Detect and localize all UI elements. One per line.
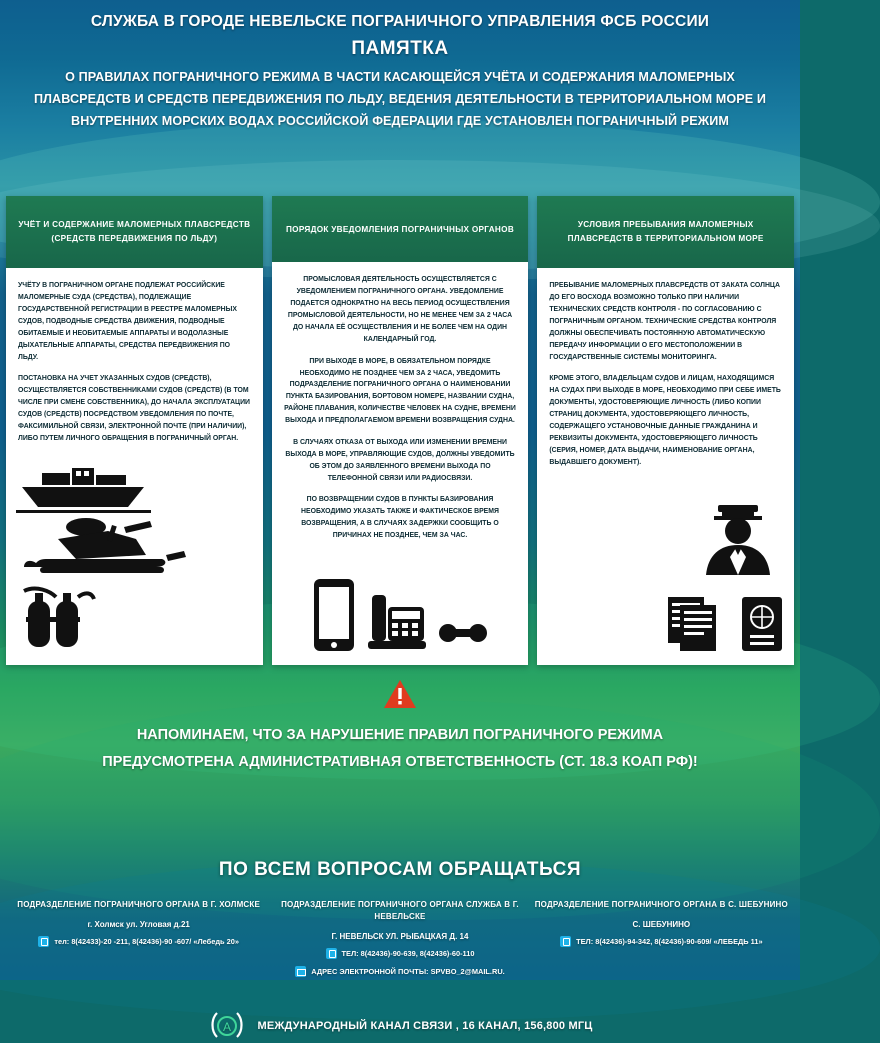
contact-phone: тел: 8(42433)-20 -211, 8(42436)-90 -607/ «Лебедь 20»: [54, 936, 239, 946]
card-paragraph: ПО ВОЗВРАЩЕНИИ СУДОВ В ПУНКТЫ БАЗИРОВАНИЯ НЕОБХОДИМО УКАЗАТЬ ТАКЖЕ И ФАКТИЧЕСКОЕ ВРЕМЯ ВОЗВРАЩЕНИЯ, А В СЛУЧАЯХ ЗАДЕРЖКИ СООБЩИТЬ О ПРИЧИНАХ НЕ ПОЗДНЕЕ, ЧЕМ ЗА ЧАС.: [301, 496, 499, 540]
contacts-title: ПО ВСЕМ ВОПРОСАМ ОБРАЩАТЬСЯ: [218, 858, 582, 880]
warning-line-2: ПРЕДУСМОТРЕНА АДМИНИСТРАТИВНАЯ ОТВЕТСТВЕННОСТЬ (СТ. 18.3 КОАП РФ)!: [102, 754, 698, 771]
card-body: [537, 268, 794, 494]
contact-phone-row[interactable]: [531, 936, 792, 947]
contact-phone-row[interactable]: [8, 936, 269, 947]
boat-icon: [16, 465, 151, 517]
organization-title: СЛУЖБА В ГОРОДЕ НЕВЕЛЬСКЕ ПОГРАНИЧНОГО УПРАВЛЕНИЯ ФСБ РОССИИ: [90, 13, 710, 30]
contact-nevelsk: [269, 899, 530, 977]
radio-channel-text: МЕЖДУНАРОДНЫЙ КАНАЛ СВЯЗИ , 16 КАНАЛ, 156,800 МГЦ: [257, 1019, 593, 1032]
card-paragraph: ПРЕБЫВАНИЕ МАЛОМЕРНЫХ ПЛАВСРЕДСТВ ОТ ЗАКАТА СОЛНЦА ДО ЕГО ВОСХОДА ВОЗМОЖНО ТОЛЬКО ПРИ НАЛИЧИИ ТЕХНИЧЕСКИХ СРЕДСТВ КОНТРОЛЯ - ПО СОГЛАСОВАНИЮ С ПОГРАНИЧНЫМ ОРГАНОМ. ТЕХНИЧЕСКИЕ СРЕДСТВА КОНТРОЛЯ ДОЛЖНЫ ОБЕСПЕЧИВАТЬ ПОСТОЯННУЮ АВТОМАТИЧЕСКУЮ ПЕРЕДАЧУ ИНФОРМАЦИИ О ЕГО МЕСТОПОЛОЖЕНИИ В ГОСУДАРСТВЕННЫЕ СИСТЕМЫ МОНИТОРИНГА.: [549, 282, 780, 361]
contact-phone: ТЕЛ: 8(42436)-90-639, 8(42436)-60-110: [341, 948, 475, 958]
contact-email: АДРЕС ЭЛЕКТРОННОЙ ПОЧТЫ: SPVBO_2@MAIL.RU.: [311, 966, 505, 976]
card-title: УЧЁТ И СОДЕРЖАНИЕ МАЛОМЕРНЫХ ПЛАВСРЕДСТВ (СРЕДСТВ ПЕРЕДВИЖЕНИЯ ПО ЛЬДУ): [6, 196, 263, 268]
scuba-tanks-icon: [16, 587, 96, 653]
warning-line-1: НАПОМИНАЕМ, ЧТО ЗА НАРУШЕНИЕ ПРАВИЛ ПОГРАНИЧНОГО РЕЖИМА: [136, 726, 664, 743]
card-body: [272, 262, 529, 572]
desk-phone-icon: [366, 577, 428, 653]
card-illustration: [6, 461, 263, 665]
documents-icon: [666, 595, 726, 653]
card-paragraph: ПОСТАНОВКА НА УЧЕТ УКАЗАННЫХ СУДОВ (СРЕДСТВ), ОСУЩЕСТВЛЯЕТСЯ СОБСТВЕННИКАМИ СУДОВ (СРЕДСТВ) (В ТОМ ЧИСЛЕ ПРИ СМЕНЕ СОБСТВЕННИКА), ДО НАЧАЛА ЭКСПЛУАТАЦИИ СУДОВ (СРЕДСТВ) ПОСРЕДСТВОМ УВЕДОМЛЕНИЯ ПО ПОЧТЕ, ФАКСИМИЛЬНОЙ СВЯЗИ, ЭЛЕКТРОННОЙ ПОЧТЕ (ПРИ НАЛИЧИИ), ЛИБО ПУТЕМ ЛИЧНОГО ОБРАЩЕНИЯ В ПОГРАНИЧНЫЙ ОРГАН.: [18, 375, 250, 442]
contact-address: г. Холмск ул. Угловая д.21: [87, 919, 190, 929]
snowmobile-icon: [16, 517, 191, 587]
contacts-list: [0, 899, 800, 977]
page-title: ПАМЯТКА: [351, 38, 449, 60]
phone-icon: [38, 936, 49, 947]
phone-icon: [326, 948, 337, 959]
page-subtitle: О ПРАВИЛАХ ПОГРАНИЧНОГО РЕЖИМА В ЧАСТИ КАСАЮЩЕЙСЯ УЧЁТА И СОДЕРЖАНИЯ МАЛОМЕРНЫХ ПЛАВСРЕДСТВ И СРЕДСТВ ПЕРЕДВИЖЕНИЯ ПО ЛЬДУ, ВЕДЕНИЯ ДЕЯТЕЛЬНОСТИ В ТЕРРИТОРИАЛЬНОМ МОРЕ И ВНУТРЕННИХ МОРСКИХ ВОДАХ РОССИЙСКОЙ ФЕДЕРАЦИИ ГДЕ УСТАНОВЛЕН ПОГРАНИЧНЫЙ РЕЖИМ: [33, 70, 767, 129]
passport-icon: [740, 595, 784, 653]
card-title: УСЛОВИЯ ПРЕБЫВАНИЯ МАЛОМЕРНЫХ ПЛАВСРЕДСТВ В ТЕРРИТОРИАЛЬНОМ МОРЕ: [537, 196, 794, 268]
card-paragraph: ПРОМЫСЛОВАЯ ДЕЯТЕЛЬНОСТЬ ОСУЩЕСТВЛЯЕТСЯ С УВЕДОМЛЕНИЕМ ПОГРАНИЧНОГО ОРГАНА. УВЕДОМЛЕНИЕ ПОДАЕТСЯ ОДНОКРАТНО НА ВЕСЬ ПЕРИОД ОСУЩЕСТВЛЕНИЯ ПРОМЫСЛОВОЙ ДЕЯТЕЛЬНОСТИ, НО НЕ МЕНЕЕ ЧЕМ ЗА 2 ЧАСА ДО НАЧАЛА ЕЁ ОСУЩЕСТВЛЕНИЯ И НЕ БОЛЕЕ ЧЕМ НА ОДИН КАЛЕНДАРНЫЙ ГОД.: [287, 276, 513, 343]
contact-email-row[interactable]: [269, 966, 530, 977]
card-illustration: [272, 573, 529, 665]
card-paragraph: ПРИ ВЫХОДЕ В МОРЕ, В ОБЯЗАТЕЛЬНОМ ПОРЯДКЕ НЕОБХОДИМО НЕ ПОЗДНЕЕ ЧЕМ ЗА 2 ЧАСА, УВЕДОМИТЬ ПОДРАЗДЕЛЕНИЕ ПОГРАНИЧНОГО ОРГАНА О НАИМЕНОВАНИИ ПУНКТА БАЗИРОВАНИЯ, БОРТОВОМ НОМЕРЕ, НАЗВАНИИ СУДНА, РАЙОНЕ ПЛАВАНИЯ, КОЛИЧЕСТВЕ ЧЕЛОВЕК НА СУДНЕ, ВРЕМЕНИ ВЫХОДА И ПРЕДПОЛАГАЕМОМ ВРЕМЕНИ ВОЗВРАЩЕНИЯ СУДНА.: [284, 357, 516, 425]
officer-icon: [692, 499, 784, 579]
card-vessel-registration: [6, 196, 263, 664]
card-paragraph: В СЛУЧАЯХ ОТКАЗА ОТ ВЫХОДА ИЛИ ИЗМЕНЕНИИ ВРЕМЕНИ ВЫХОДА В МОРЕ, УПРАВЛЯЮЩИЕ СУДОВ, ДОЛЖНЫ УВЕДОМИТЬ ОБ ЭТОМ ДО ЗАЯВЛЕННОГО ВРЕМЕНИ ВЫХОДА ПО ТЕЛЕФОННОЙ СВЯЗИ ИЛИ РАДИОСВЯЗИ.: [285, 438, 515, 482]
phone-icon: [560, 936, 571, 947]
card-illustration: [537, 495, 794, 665]
card-body: [6, 268, 263, 460]
contact-shebunino: [531, 899, 792, 977]
contact-unit: ПОДРАЗДЕЛЕНИЕ ПОГРАНИЧНОГО ОРГАНА СЛУЖБА В Г. НЕВЕЛЬСКЕ: [281, 899, 519, 921]
warning-text: [0, 722, 800, 777]
contact-phone: ТЕЛ: 8(42436)-94-342, 8(42436)-90-609/ «ЛЕБЕДЬ 11»: [576, 936, 763, 946]
contact-unit: ПОДРАЗДЕЛЕНИЕ ПОГРАНИЧНОГО ОРГАНА В Г. ХОЛМСКЕ: [17, 899, 261, 909]
svg-text:A: A: [223, 1019, 232, 1034]
radio-handset-icon: [438, 613, 488, 653]
warning-block: [0, 679, 800, 714]
mobile-phone-icon: [312, 577, 356, 653]
card-paragraph: УЧЁТУ В ПОГРАНИЧНОМ ОРГАНЕ ПОДЛЕЖАТ РОССИЙСКИЕ МАЛОМЕРНЫЕ СУДА (СРЕДСТВА), ПОДЛЕЖАЩИЕ ГОСУДАРСТВЕННОЙ РЕГИСТРАЦИИ В РЕЕСТРЕ МАЛОМЕРНЫХ СУДОВ, ПОДВОДНЫЕ СРЕДСТВА ДВИЖЕНИЯ, ПОДВОДНЫЕ ОБИТАЕМЫЕ И НЕОБИТАЕМЫЕ АППАРАТЫ И ВОДОЛАЗНЫЕ ДЫХАТЕЛЬНЫЕ АППАРАТЫ, СРЕДСТВА ПЕРЕДВИЖЕНИЯ ПО ЛЬДУ.: [18, 282, 237, 361]
contact-address: Г. НЕВЕЛЬСК УЛ. РЫБАЦКАЯ Д. 14: [331, 931, 469, 941]
card-territorial-sea-conditions: [537, 196, 794, 664]
card-title: ПОРЯДОК УВЕДОМЛЕНИЯ ПОГРАНИЧНЫХ ОРГАНОВ: [272, 196, 529, 262]
radio-channel-block: [0, 1009, 800, 1043]
mail-icon: [295, 966, 306, 977]
poster-header: [0, 0, 800, 142]
contact-address: С. ШЕБУНИНО: [632, 919, 691, 929]
warning-triangle-icon: [383, 679, 417, 709]
card-notification-procedure: [272, 196, 529, 664]
contact-unit: ПОДРАЗДЕЛЕНИЕ ПОГРАНИЧНОГО ОРГАНА В С. ШЕБУНИНО: [534, 899, 788, 909]
card-paragraph: КРОМЕ ЭТОГО, ВЛАДЕЛЬЦАМ СУДОВ И ЛИЦАМ, НАХОДЯЩИМСЯ НА СУДАХ ПРИ ВЫХОДЕ В МОРЕ, НЕОБХОДИМО ПРИ СЕБЕ ИМЕТЬ ДОКУМЕНТЫ, УДОСТОВЕРЯЮЩИЕ ЛИЧНОСТЬ (ЛИБО КОПИИ СТРАНИЦ ДОКУМЕНТА, УДОСТОВЕРЯЮЩЕГО ЛИЧНОСТЬ, СОДЕРЖАЩЕГО УСТАНОВОЧНЫЕ ДАННЫЕ ГРАЖДАНИНА И РЕКВИЗИТЫ ДОКУМЕНТА, УДОСТОВЕРЯЮЩЕГО ЛИЧНОСТЬ (СЕРИЯ, НОМЕР, ДАТА ВЫДАЧИ, НАИМЕНОВАНИЕ ОРГАНА, ВЫДАВШЕГО ДОКУМЕНТ).: [549, 375, 781, 466]
contact-kholmsk: [8, 899, 269, 977]
contact-phone-row[interactable]: [269, 948, 530, 959]
info-cards: [0, 196, 800, 664]
radio-antenna-icon: [207, 1009, 247, 1043]
